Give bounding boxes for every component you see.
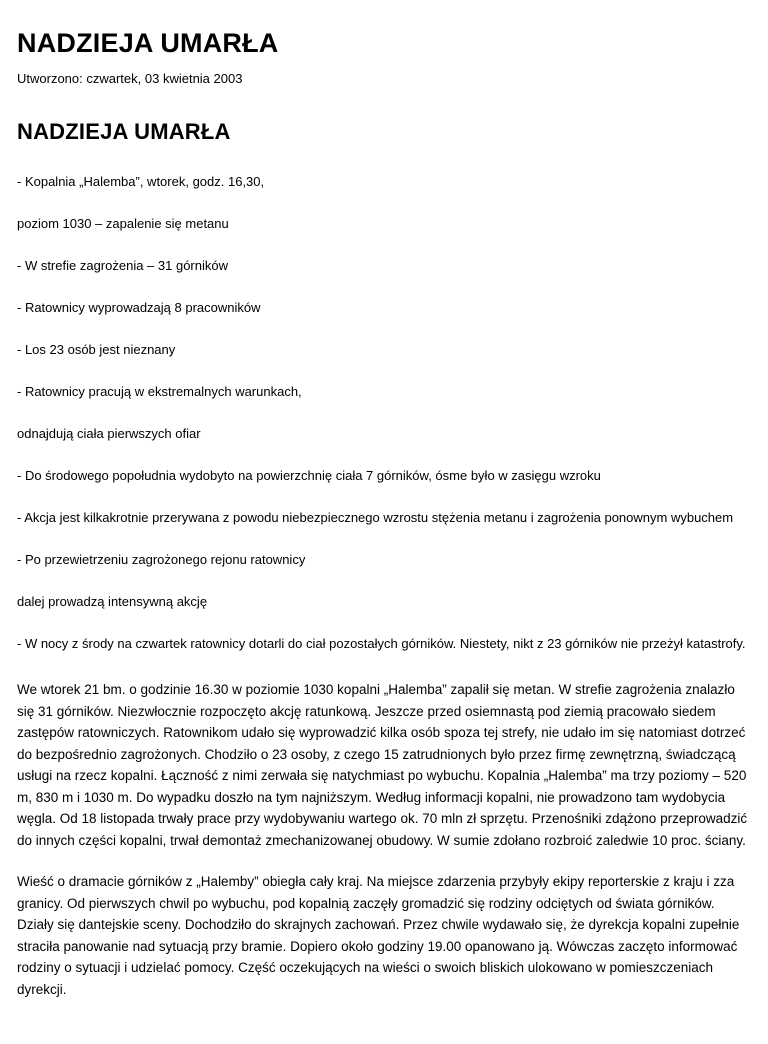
body-paragraph: We wtorek 21 bm. o godzinie 16.30 w poziomie 1030 kopalni „Halemba” zapalił się metan. W strefie zagrożenia znalazło się 31 górników. Niezwłocznie rozpoczęto akcję ratunkową. Jeszcze przed osiemnastą pod ziemią pracowało siedem zastępów ratowniczych. Ratownikom udało się wyprowadzić kilka osób spoza tej strefy, nie udało im się natomiast dotrzeć do bezpośrednio zagrożonych. Chodziło o 23 osoby, z czego 15 zatrudnionych było przez firmę zewnętrzną, świadczącą usługi na rzecz kopalni. Łączność z nimi zerwała się natychmiast po wybuchu. Kopalnia „Halemba” ma trzy poziomy – 520 m, 830 m i 1030 m. Do wypadku doszło na tym najniższym. Według informacji kopalni, nie prowadzono tam wydobycia węgla. Od 18 listopada trwały prace przy wydobywaniu wartego ok. 70 mln zł sprzętu. Przenośniki zdążono przeprowadzić do innych części kopalni, trwał demontaż zmechanizowanej obudowy. W sumie zdołano rozbroić zaledwie 10 proc. ściany. [17, 682, 748, 848]
summary-line: - Ratownicy wyprowadzają 8 pracowników [17, 300, 261, 315]
summary-line: dalej prowadzą intensywną akcję [17, 594, 208, 609]
summary-line: - Po przewietrzeniu zagrożonego rejonu ratownicy [17, 552, 306, 567]
article-heading: NADZIEJA UMARŁA [17, 119, 231, 144]
summary-line: - Los 23 osób jest nieznany [17, 342, 176, 357]
summary-line: - Kopalnia „Halemba”, wtorek, godz. 16,30, [17, 174, 265, 189]
summary-line: - W strefie zagrożenia – 31 górników [17, 258, 228, 273]
summary-section [17, 173, 751, 653]
summary-line: - Akcja jest kilkakrotnie przerywana z powodu niebezpiecznego wzrostu stężenia metanu i zagrożenia ponownym wybuchem [17, 510, 734, 525]
summary-line: odnajdują ciała pierwszych ofiar [17, 426, 201, 441]
summary-line: - Do środowego popołudnia wydobyto na powierzchnię ciała 7 górników, ósme było w zasięgu wzroku [17, 468, 601, 483]
summary-line: - Ratownicy pracują w ekstremalnych warunkach, [17, 384, 302, 399]
summary-line: poziom 1030 – zapalenie się metanu [17, 216, 229, 231]
created-date: Utworzono: czwartek, 03 kwietnia 2003 [17, 71, 243, 86]
body-paragraph: Wieść o dramacie górników z „Halemby” obiegła cały kraj. Na miejsce zdarzenia przybyły ekipy reporterskie z kraju i zza granicy. Od pierwszych chwil po wybuchu, pod kopalnią zaczęły gromadzić się rodziny odciętych od świata górników. Działy się dantejskie sceny. Dochodziło do skrajnych zachowań. Przez chwile wydawało się, że dyrekcja kopalni zupełnie straciła panowanie nad sytuacją przy bramie. Dopiero około godziny 19.00 opanowano ją. Wówczas zaczęto informować rodziny o sytuacji i udzielać pomocy. Część oczekujących na wieści o swoich bliskich ulokowano w pomieszczeniach dyrekcji. [17, 874, 740, 997]
summary-line: - W nocy z środy na czwartek ratownicy dotarli do ciał pozostałych górników. Niestety, nikt z 23 górników nie przeżył katastrofy. [17, 636, 746, 651]
page-title: NADZIEJA UMARŁA [17, 28, 279, 58]
article-body [17, 679, 751, 1000]
